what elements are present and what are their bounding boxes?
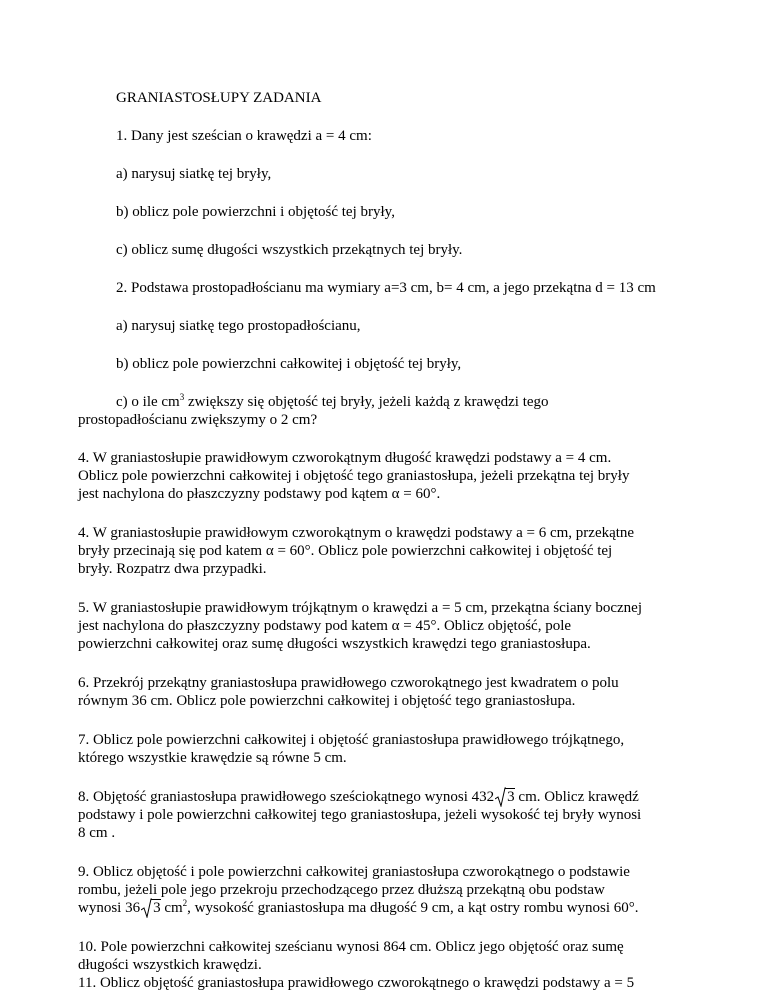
task-2-item-a: a) narysuj siatkę tego prostopadłościanu, <box>116 318 361 334</box>
sqrt-icon <box>495 787 506 807</box>
task-8-text: 8. Objętość graniastosłupa prawidłowego sześciokątnego wynosi 432 <box>78 789 495 805</box>
task-11-line1: 11. Oblicz objętość graniastosłupa prawidłowego czworokątnego o krawędzi podstawy a = 5 <box>78 975 635 991</box>
task-9-text: wynosi 36 <box>78 900 141 916</box>
task-6-line1: 6. Przekrój przekątny graniastosłupa prawidłowego czworokątnego jest kwadratem o polu <box>78 675 619 691</box>
task-10-line2: długości wszystkich krawędzi. <box>78 957 262 973</box>
page-title: GRANIASTOSŁUPY ZADANIA <box>116 90 322 106</box>
sqrt-icon <box>141 898 152 918</box>
task-8-text-rest: cm. Oblicz krawędź <box>514 789 639 805</box>
task-1-item-a: a) narysuj siatkę tej bryły, <box>116 166 272 182</box>
task-8-line2: podstawy i pole powierzchni całkowitej tego graniastosłupa, jeżeli wysokość tej bryły wynosi <box>78 807 642 823</box>
task-8-line1 <box>78 787 639 807</box>
task-4b-line1: 4. W graniastosłupie prawidłowym czworokątnym o krawędzi podstawy a = 6 cm, przekątne <box>78 525 635 541</box>
task-8-line3: 8 cm . <box>78 825 116 841</box>
task-6-line2: równym 36 cm. Oblicz pole powierzchni całkowitej i objętość tego graniastosłupa. <box>78 693 576 709</box>
task-2-item-c <box>116 392 549 412</box>
task-9-line3 <box>78 898 639 918</box>
task-2-intro: 2. Podstawa prostopadłościanu ma wymiary a=3 cm, b= 4 cm, a jego przekątna d = 13 cm <box>116 280 656 296</box>
task-9-text-rest: , wysokość graniastosłupa ma długość 9 cm, a kąt ostry rombu wynosi 60°. <box>187 900 639 916</box>
task-4a-line1: 4. W graniastosłupie prawidłowym czworokątnym długość krawędzi podstawy a = 4 cm. <box>78 450 612 466</box>
task-2-item-b: b) oblicz pole powierzchni całkowitej i objętość tej bryły, <box>116 356 462 372</box>
task-2-item-c-text-rest: zwiększy się objętość tej bryły, jeżeli każdą z krawędzi tego <box>184 394 549 410</box>
task-9-line2: rombu, jeżeli pole jego przekroju przechodzącego przez dłuższą przekątną obu podstaw <box>78 882 605 898</box>
task-4a-line3: jest nachylona do płaszczyzny podstawy pod kątem α = 60°. <box>78 486 441 502</box>
square-exponent: 2 <box>182 898 188 908</box>
task-7-line2: którego wszystkie krawędzie są równe 5 cm. <box>78 750 347 766</box>
task-4b-line2: bryły przecinają się pod katem α = 60°. Oblicz pole powierzchni całkowitej i objętość tej <box>78 543 613 559</box>
sqrt-radicand: 3 <box>507 789 515 805</box>
task-1-item-b: b) oblicz pole powierzchni i objętość tej bryły, <box>116 204 395 220</box>
task-5-line3: powierzchni całkowitej oraz sumę długości wszystkich krawędzi tego graniastosłupa. <box>78 636 591 652</box>
task-7-line1: 7. Oblicz pole powierzchni całkowitej i objętość graniastosłupa prawidłowego trójkątnego, <box>78 732 625 748</box>
task-5-line2: jest nachylona do płaszczyzny podstawy pod katem α = 45°. Oblicz objętość, pole <box>78 618 572 634</box>
task-1-intro: 1. Dany jest sześcian o krawędzi a = 4 cm: <box>116 128 372 144</box>
cube-exponent: 3 <box>179 392 185 402</box>
task-2-item-c-line2: prostopadłościanu zwiększymy o 2 cm? <box>78 412 318 428</box>
task-2-item-c-text: c) o ile cm <box>116 394 180 410</box>
sqrt-expression <box>495 787 515 807</box>
sqrt-expression <box>141 898 161 918</box>
task-4a-line2: Oblicz pole powierzchni całkowitej i objętość tego graniastosłupa, jeżeli przekątna tej bryły <box>78 468 630 484</box>
sqrt-radicand: 3 <box>153 900 161 916</box>
task-5-line1: 5. W graniastosłupie prawidłowym trójkątnym o krawędzi a = 5 cm, przekątna ściany bocznej <box>78 600 642 616</box>
task-9-unit: cm <box>160 900 183 916</box>
task-4b-line3: bryły. Rozpatrz dwa przypadki. <box>78 561 267 577</box>
task-10-line1: 10. Pole powierzchni całkowitej sześcianu wynosi 864 cm. Oblicz jego objętość oraz sumę <box>78 939 624 955</box>
task-9-line1: 9. Oblicz objętość i pole powierzchni całkowitej graniastosłupa czworokątnego o podstawie <box>78 864 630 880</box>
task-1-item-c: c) oblicz sumę długości wszystkich przekątnych tej bryły. <box>116 242 463 258</box>
